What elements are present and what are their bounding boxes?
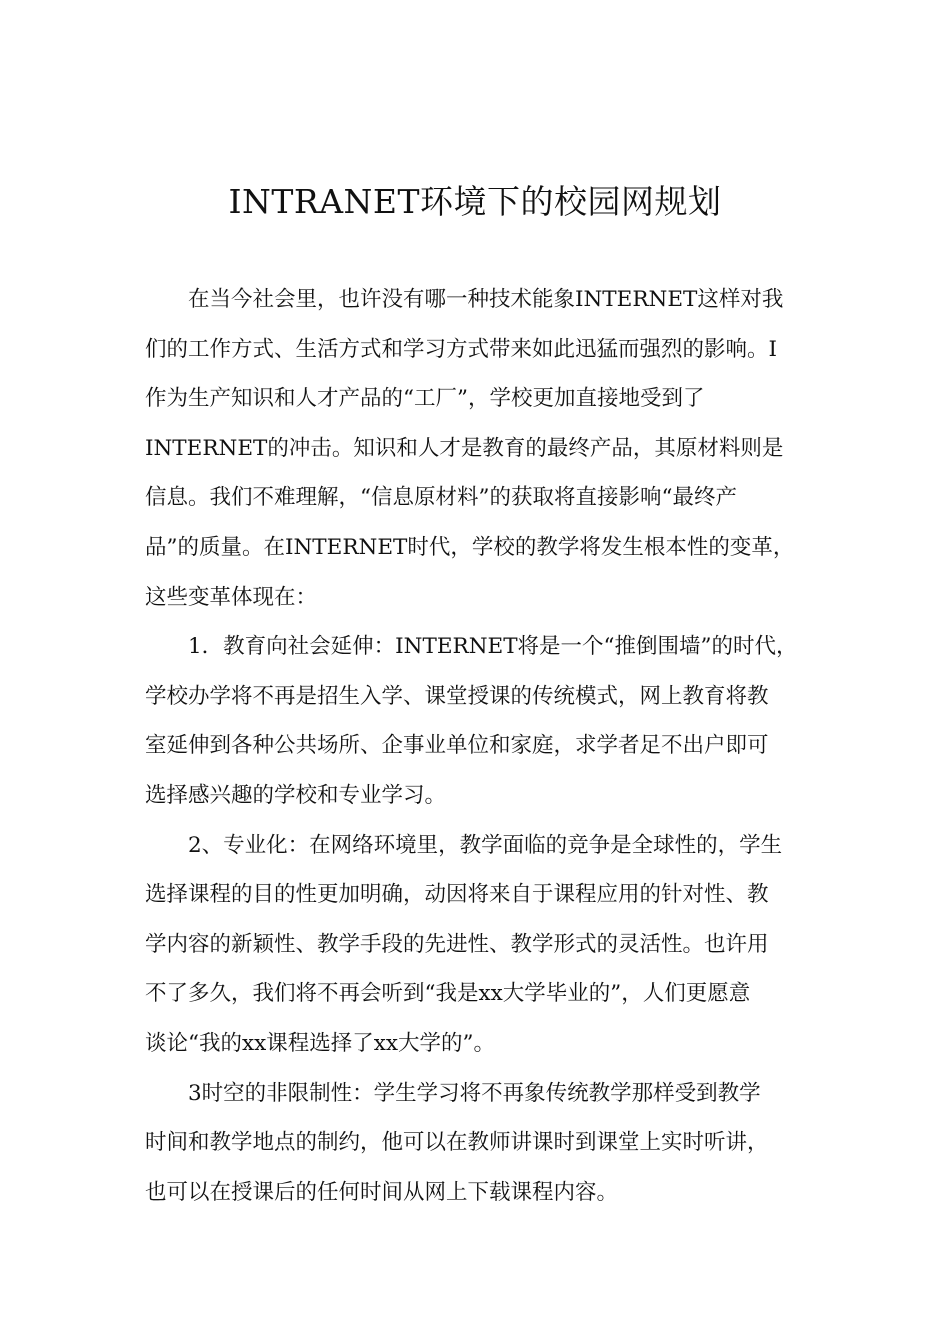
- text-line: 这些变革体现在：: [145, 584, 318, 610]
- text-line: 2、专业化：在网络环境里，教学面临的竞争是全球性的，学生: [188, 832, 783, 858]
- text-line: INTERNET的冲击。知识和人才是教育的最终产品，其原材料则是: [145, 435, 784, 461]
- document-body: [145, 283, 815, 1225]
- text-line: 3时空的非限制性：学生学习将不再象传统教学那样受到教学: [188, 1080, 761, 1106]
- text-line: 作为生产知识和人才产品的“工厂”，学校更加直接地受到了: [145, 386, 705, 412]
- text-line: 信息。我们不难理解，“信息原材料”的获取将直接影响“最终产: [145, 485, 737, 511]
- document-title: INTRANET环境下的校园网规划: [228, 182, 722, 221]
- text-line: 们的工作方式、生活方式和学习方式带来如此迅猛而强烈的影响。I: [145, 336, 777, 362]
- text-line: 学校办学将不再是招生入学、课堂授课的传统模式，网上教育将教: [145, 683, 769, 709]
- text-line: 在当今社会里，也许没有哪一种技术能象INTERNET这样对我: [188, 287, 784, 312]
- text-line: 品”的质量。在INTERNET时代，学校的教学将发生根本性的变革，: [145, 534, 795, 560]
- text-line: 学内容的新颖性、教学手段的先进性、教学形式的灵活性。也许用: [145, 931, 769, 957]
- text-line: 室延伸到各种公共场所、企事业单位和家庭，求学者足不出户即可: [145, 733, 769, 759]
- text-line: 时间和教学地点的制约，他可以在教师讲课时到课堂上实时听讲，: [145, 1130, 769, 1156]
- text-line: 谈论“我的xx课程选择了xx大学的”。: [145, 1030, 495, 1056]
- text-line: 1．教育向社会延伸：INTERNET将是一个“推倒围墙”的时代，: [188, 634, 798, 660]
- text-line: 选择感兴趣的学校和专业学习。: [145, 782, 447, 808]
- text-line: 选择课程的目的性更加明确，动因将来自于课程应用的针对性、教: [145, 882, 769, 908]
- text-line: 不了多久，我们将不再会听到“我是xx大学毕业的”，人们更愿意: [145, 981, 751, 1007]
- text-line: 也可以在授课后的任何时间从网上下载课程内容。: [145, 1179, 619, 1205]
